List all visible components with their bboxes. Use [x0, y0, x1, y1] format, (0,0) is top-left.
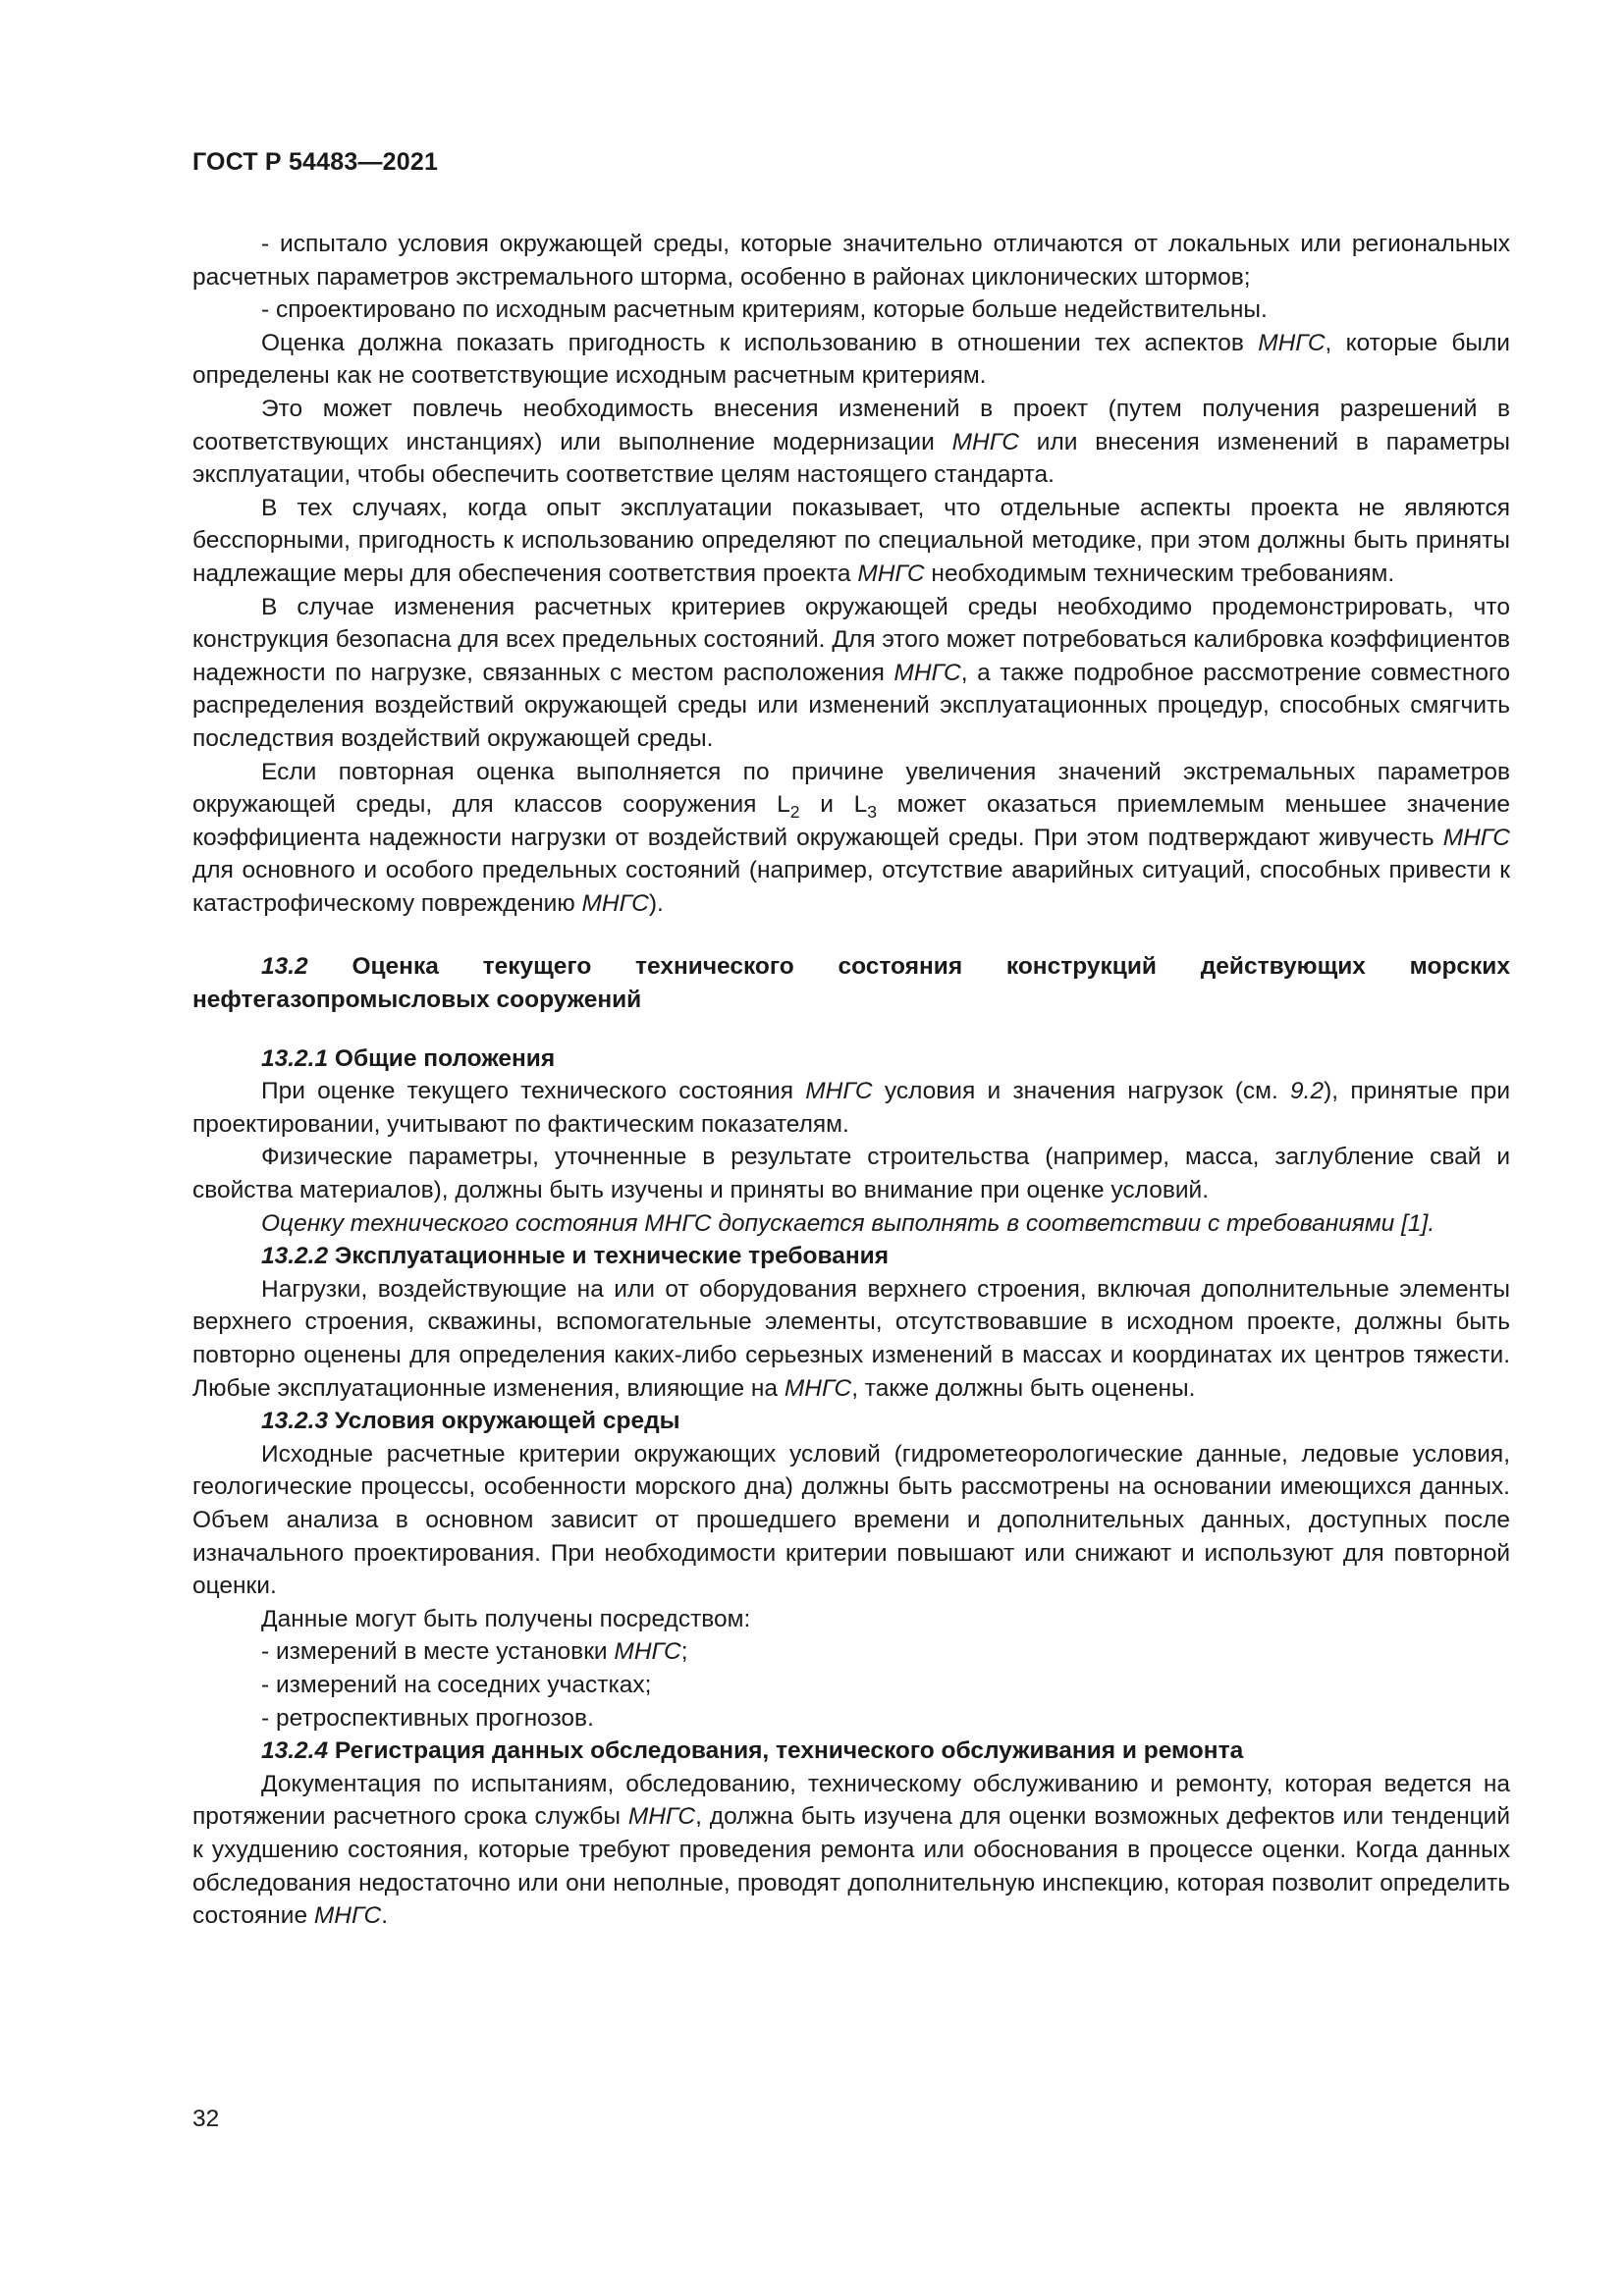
section-13-2-2-heading: 13.2.2 Эксплуатационные и технические требования [261, 1243, 890, 1270]
paragraph-physical-params: Физические параметры, уточненные в результате строительства (например, масса, заглубление свай и свойства материалов), должны быть изучены и приняты во внимание при оценке условий. [192, 1144, 1510, 1204]
list-item-onsite: - измерений в месте установки МНГС; [261, 1638, 688, 1666]
page-number: 32 [192, 2106, 220, 2132]
paragraph-modernization: Это может повлечь необходимость внесения изменений в проект (путем получения разрешений в соответствующих инстанциях) или выполнение модернизации МНГС или внесения изменений в параметры эксплуатации, чтобы обеспечить соответствие целям настоящего стандарта. [192, 395, 1510, 489]
list-item-hindcast: - ретроспективных прогнозов. [261, 1704, 594, 1732]
paragraph-data-sources: Данные могут быть получены посредством: [261, 1605, 751, 1632]
paragraph-experience: В тех случаях, когда опыт эксплуатации показывает, что отдельные аспекты проекта не являются бесспорными, пригодность к использованию определяют по специальной методике, при этом должны быть приняты надлежащие меры для обеспечения соответствия проекта МНГС необходимым техническим требованиям. [192, 494, 1510, 587]
section-13-2-4-heading: 13.2.4 Регистрация данных обследования, технического обслуживания и ремонта [261, 1737, 1244, 1765]
bullet-storm: - испытало условия окружающей среды, которые значительно отличаются от локальных или региональных расчетных параметров экстремального шторма, особенно в районах циклонических штормов; [192, 231, 1510, 291]
paragraph-topside-loads: Нагрузки, воздействующие на или от оборудования верхнего строения, включая дополнительные элементы верхнего строения, скважины, вспомогательные элементы, отсутствовавшие в исходном проекте, должны быть повторно оценены для определения каких-либо серьезных изменений в массах и координатах их центров тяжести. Любые эксплуатационные изменения, влияющие на МНГС, также должны быть оценены. [192, 1275, 1510, 1402]
section-13-2-heading: 13.2 Оценка текущего технического состояния конструкций действующих морских нефтегазопромысловых сооружений [192, 953, 1510, 1014]
list-item-neighboring: - измерений на соседних участках; [261, 1671, 652, 1698]
bullet-criteria: - спроектировано по исходным расчетным критериям, которые больше недействительны. [261, 296, 1268, 324]
paragraph-inspection-records: Документация по испытаниям, обследованию, техническому обслуживанию и ремонту, которая ведется на протяжении расчетного срока службы МНГС, должна быть изучена для оценки возможных дефектов или тенденций к ухудшению состояния, которые требуют проведения ремонта или обоснования в процессе оценки. Когда данных обследования недостаточно или они неполные, проводят дополнительную инспекцию, которая позволит определить состояние МНГС. [192, 1770, 1511, 1930]
paragraph-criteria-change: В случае изменения расчетных критериев окружающей среды необходимо продемонстрировать, что конструкция безопасна для всех предельных состояний. Для этого может потребоваться калибровка коэффициентов надежности по нагрузке, связанных с местом расположения МНГС, а также подробное рассмотрение совместного распределения воздействий окружающей среды или изменений эксплуатационных процедур, способных смягчить последствия воздействий окружающей среды. [192, 593, 1511, 752]
section-13-2-1-heading: 13.2.1 Общие положения [261, 1044, 556, 1072]
page-body [192, 228, 1510, 1933]
paragraph-assessment-note: Оценку технического состояния МНГС допускается выполнять в соответствии с требованиями [1]. [261, 1209, 1435, 1237]
paragraph-suitability: Оценка должна показать пригодность к использованию в отношении тех аспектов МНГС, которые были определены как не соответствующие исходным расчетным критериям. [192, 329, 1510, 390]
paragraph-reassessment: Если повторная оценка выполняется по причине увеличения значений экстремальных параметров окружающей среды, для классов сооружения $L_2$ и $L_3$ может оказаться приемлемым меньшее значение коэффициента надежности нагрузки от воздействий окружающей среды. При этом подтверждают живучесть МНГС для основного и особого предельных состояний (например, отсутствие аварийных ситуаций, способных привести к катастрофическому повреждению МНГС). [192, 758, 1510, 917]
section-13-2-3-heading: 13.2.3 Условия окружающей среды [261, 1408, 680, 1435]
paragraph-loads-actual: При оценке текущего технического состояния МНГС условия и значения нагрузок (см. 9.2), принятые при проектировании, учитывают по фактическим показателям. [192, 1078, 1510, 1138]
paragraph-environment-criteria: Исходные расчетные критерии окружающих условий (гидрометеорологические данные, ледовые условия, геологические процессы, особенности морского дна) должны быть рассмотрены на основании имеющихся данных. Объем анализа в основном зависит от прошедшего времени и дополнительных данных, доступных после изначального проектирования. При необходимости критерии повышают или снижают и используют для повторной оценки. [192, 1440, 1510, 1600]
document-code: ГОСТ Р 54483—2021 [192, 148, 439, 176]
